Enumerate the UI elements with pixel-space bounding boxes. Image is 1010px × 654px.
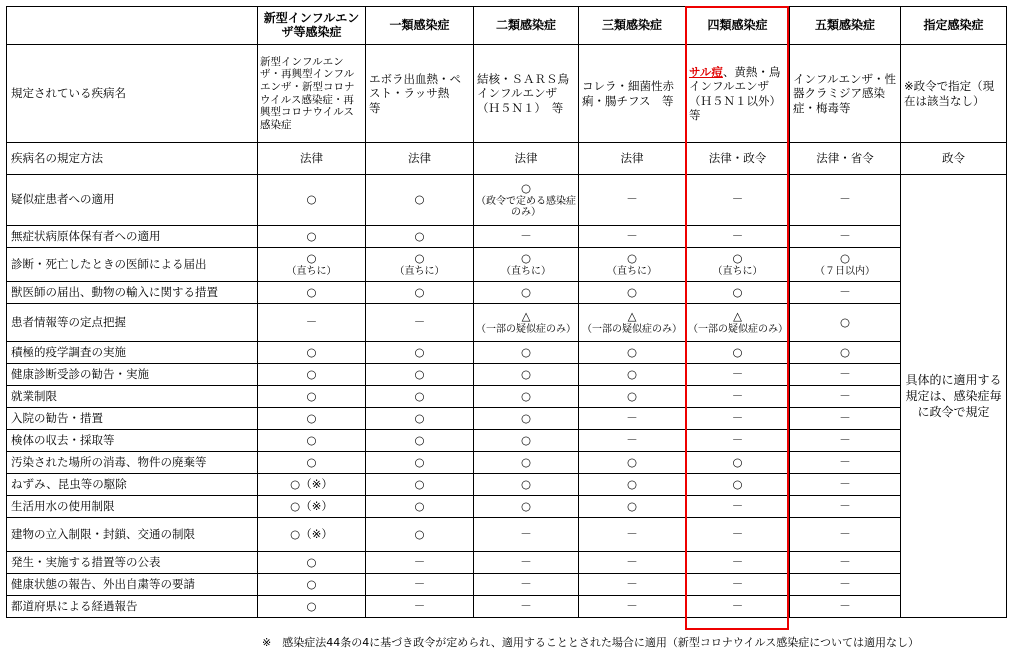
cell-col3 xyxy=(474,552,579,574)
cell-mark: － xyxy=(626,432,638,447)
header-designated: 指定感染症 xyxy=(901,7,1007,45)
table-row xyxy=(7,452,1007,474)
cell-method-col3: 法律 xyxy=(474,143,579,175)
cell-mark: ○ xyxy=(732,344,743,359)
row-label: 健康状態の報告、外出自粛等の要請 xyxy=(7,574,258,596)
cell-col5 xyxy=(686,430,790,452)
cell-mark: － xyxy=(839,576,851,591)
cell-mark: ○ xyxy=(306,598,317,613)
cell-col5 xyxy=(686,496,790,518)
cell-mark: － xyxy=(626,576,638,591)
cell-mark: ○ xyxy=(839,314,851,329)
row-label: 診断・死亡したときの医師による届出 xyxy=(7,248,258,282)
cell-mark: ○ xyxy=(520,454,532,469)
cell-col2 xyxy=(366,596,474,618)
cell-col4 xyxy=(579,452,686,474)
row-label: 入院の勧告・措置 xyxy=(7,408,258,430)
cell-col2 xyxy=(366,496,474,518)
row-label: 無症状病原体保有者への適用 xyxy=(7,226,258,248)
cell-mark: ○ xyxy=(414,284,425,299)
row-label: 積極的疫学調査の実施 xyxy=(7,342,258,364)
cell-mark: ○ xyxy=(520,366,532,381)
cell-mark: ○ xyxy=(732,476,743,491)
cell-mark: － xyxy=(731,388,744,403)
cell-mark: ○（※） xyxy=(290,476,333,491)
cell-mark: － xyxy=(839,388,851,403)
cell-col5 xyxy=(686,574,790,596)
cell-col3 xyxy=(474,226,579,248)
table-row xyxy=(7,304,1007,342)
cell-col6 xyxy=(790,430,901,452)
cell-col1 xyxy=(258,386,366,408)
cell-col2 xyxy=(366,364,474,386)
cell-mark: － xyxy=(731,598,744,613)
cell-col1 xyxy=(258,596,366,618)
cell-col5 xyxy=(686,474,790,496)
cell-method-col2: 法律 xyxy=(366,143,474,175)
cell-col3 xyxy=(474,386,579,408)
cell-mark: － xyxy=(413,576,426,591)
header-row xyxy=(7,7,1007,45)
cell-col5 xyxy=(686,226,790,248)
cell-mark: － xyxy=(413,314,426,329)
cell-col2 xyxy=(366,574,474,596)
cell-col5 xyxy=(686,248,790,282)
row-label: 健康診断受診の勧告・実施 xyxy=(7,364,258,386)
cell-mark: ○ xyxy=(306,192,317,207)
cell-col4 xyxy=(579,364,686,386)
cell-method-col7: 政令 xyxy=(901,143,1007,175)
cell-col4 xyxy=(579,518,686,552)
cell-col6 xyxy=(790,364,901,386)
cell-diseases-col5 xyxy=(686,45,790,143)
cell-col6 xyxy=(790,408,901,430)
cell-col6 xyxy=(790,452,901,474)
table-row xyxy=(7,226,1007,248)
cell-mark: ○ xyxy=(414,526,425,541)
cell-mark: △ xyxy=(733,309,742,324)
cell-mark: － xyxy=(839,476,851,491)
cell-mark: ○ xyxy=(520,388,532,403)
row-label: 就業制限 xyxy=(7,386,258,408)
cell-col2 xyxy=(366,226,474,248)
row-label: 疑似症患者への適用 xyxy=(7,175,258,226)
cell-mark: － xyxy=(731,228,744,243)
cell-col1 xyxy=(258,304,366,342)
header-corner xyxy=(7,7,258,45)
cell-mark: ○ xyxy=(414,366,425,381)
cell-mark: ○ xyxy=(414,192,425,207)
cell-col3 xyxy=(474,518,579,552)
footnote: ※ 感染症法44条の4に基づき政令が定められ、適用することとされた場合に適用（新型コロナウイルス感染症については適用なし） xyxy=(262,636,919,649)
cell-col6 xyxy=(790,248,901,282)
cell-mark: － xyxy=(520,526,532,541)
cell-mark: ○ xyxy=(306,284,317,299)
cell-mark: ○ xyxy=(414,410,425,425)
cell-col5 xyxy=(686,364,790,386)
cell-mark: ○ xyxy=(306,554,317,569)
cell-col6 xyxy=(790,474,901,496)
cell-mark: ○ xyxy=(414,498,425,513)
cell-mark: － xyxy=(731,576,744,591)
cell-col6 xyxy=(790,518,901,552)
cell-mark: － xyxy=(520,554,532,569)
cell-note: （直ちに） xyxy=(607,265,657,277)
cell-col5 xyxy=(686,304,790,342)
cell-col6 xyxy=(790,304,901,342)
cell-mark: ○ xyxy=(306,228,317,243)
cell-col2 xyxy=(366,430,474,452)
cell-mark: ○ xyxy=(732,251,743,266)
cell-mark: ○ xyxy=(626,498,638,513)
cell-mark: ○ xyxy=(414,432,425,447)
cell-col3 xyxy=(474,364,579,386)
header-class5: 五類感染症 xyxy=(790,7,901,45)
table-row xyxy=(7,342,1007,364)
cell-mark: ○ xyxy=(626,284,638,299)
cell-mark: － xyxy=(731,526,744,541)
cell-mark: － xyxy=(839,598,851,613)
cell-col2 xyxy=(366,248,474,282)
cell-mark: － xyxy=(731,432,744,447)
cell-note: （直ちに） xyxy=(394,265,445,277)
cell-col1 xyxy=(258,248,366,282)
cell-mark: － xyxy=(839,192,851,207)
cell-mark: － xyxy=(520,228,532,243)
table-row xyxy=(7,596,1007,618)
cell-col2 xyxy=(366,282,474,304)
cell-mark: ○（※） xyxy=(290,498,333,513)
cell-col1 xyxy=(258,408,366,430)
cell-diseases-col6: インフルエンザ・性器クラミジア感染症・梅毒等 xyxy=(790,45,901,143)
cell-col1 xyxy=(258,226,366,248)
cell-mark: ○ xyxy=(732,284,743,299)
cell-mark: － xyxy=(520,598,532,613)
cell-mark: － xyxy=(839,454,851,469)
cell-mark: ○（※） xyxy=(290,526,333,541)
cell-mark: ○ xyxy=(306,454,317,469)
cell-col4 xyxy=(579,430,686,452)
cell-mark: － xyxy=(305,314,318,329)
cell-col6 xyxy=(790,226,901,248)
cell-mark: ○ xyxy=(520,181,532,196)
cell-mark: ○ xyxy=(306,410,317,425)
cell-col4 xyxy=(579,496,686,518)
cell-mark: ○ xyxy=(626,454,638,469)
cell-col1 xyxy=(258,518,366,552)
cell-col3 xyxy=(474,282,579,304)
cell-mark: ○ xyxy=(520,410,532,425)
method-row xyxy=(7,143,1007,175)
cell-mark: ○ xyxy=(626,366,638,381)
cell-col6 xyxy=(790,574,901,596)
cell-note: （直ちに） xyxy=(501,265,551,277)
row-label: 規定されている疾病名 xyxy=(7,45,258,143)
cell-col4 xyxy=(579,304,686,342)
cell-col3 xyxy=(474,248,579,282)
row-label: 獣医師の届出、動物の輸入に関する措置 xyxy=(7,282,258,304)
cell-diseases-col3: 結核・ＳＡＲＳ鳥インフルエンザ（Ｈ５Ｎ１） 等 xyxy=(474,45,579,143)
cell-mark: － xyxy=(413,554,426,569)
row-label: ねずみ、昆虫等の駆除 xyxy=(7,474,258,496)
cell-col6 xyxy=(790,386,901,408)
cell-col1 xyxy=(258,496,366,518)
cell-mark: △ xyxy=(521,309,531,324)
cell-col5 xyxy=(686,282,790,304)
cell-mark: ○ xyxy=(414,344,425,359)
cell-mark: － xyxy=(626,410,638,425)
cell-mark: － xyxy=(626,192,638,207)
cell-mark: － xyxy=(626,554,638,569)
row-label: 生活用水の使用制限 xyxy=(7,496,258,518)
row-label: 都道府県による経過報告 xyxy=(7,596,258,618)
cell-note: （７日以内） xyxy=(815,265,875,277)
cell-diseases-col2: エボラ出血熱・ペスト・ラッサ熱 等 xyxy=(366,45,474,143)
cell-diseases-col5-rest: 、黄熱・鳥インフルエンザ（Ｈ５Ｎ１以外） 等 xyxy=(689,64,787,122)
cell-col4 xyxy=(579,175,686,226)
cell-mark: ○ xyxy=(520,476,532,491)
cell-col3 xyxy=(474,474,579,496)
cell-col2 xyxy=(366,386,474,408)
cell-mark: ○ xyxy=(520,344,532,359)
cell-mark: ○ xyxy=(306,432,317,447)
cell-mark: ○ xyxy=(306,576,317,591)
cell-method-col4: 法律 xyxy=(579,143,686,175)
cell-col5 xyxy=(686,342,790,364)
cell-mark: ○ xyxy=(839,251,851,266)
cell-mark: － xyxy=(731,192,744,207)
cell-col2 xyxy=(366,552,474,574)
cell-col2 xyxy=(366,518,474,552)
cell-mark: ○ xyxy=(732,454,743,469)
header-class3: 三類感染症 xyxy=(579,7,686,45)
table-row xyxy=(7,474,1007,496)
table-row xyxy=(7,248,1007,282)
cell-col3 xyxy=(474,342,579,364)
cell-col6 xyxy=(790,596,901,618)
monkeypox-highlight: サル痘 xyxy=(689,64,723,79)
cell-mark: － xyxy=(626,526,638,541)
table-row xyxy=(7,552,1007,574)
infectious-disease-table xyxy=(6,6,1007,618)
cell-col4 xyxy=(579,282,686,304)
cell-note: （政令で定める感染症のみ） xyxy=(476,195,576,218)
cell-col5 xyxy=(686,408,790,430)
cell-col2 xyxy=(366,342,474,364)
cell-method-col5: 法律・政令 xyxy=(686,143,790,175)
cell-col2 xyxy=(366,304,474,342)
cell-col1 xyxy=(258,364,366,386)
cell-col6 xyxy=(790,175,901,226)
cell-mark: ○ xyxy=(414,228,425,243)
cell-col5 xyxy=(686,175,790,226)
cell-mark: － xyxy=(839,526,851,541)
cell-mark: ○ xyxy=(306,366,317,381)
cell-mark: － xyxy=(839,284,851,299)
diseases-row xyxy=(7,45,1007,143)
cell-col6 xyxy=(790,496,901,518)
cell-mark: － xyxy=(839,228,851,243)
cell-mark: － xyxy=(731,366,744,381)
header-class1: 一類感染症 xyxy=(366,7,474,45)
cell-diseases-col4: コレラ・細菌性赤痢・腸チフス 等 xyxy=(579,45,686,143)
cell-mark: ○ xyxy=(414,476,425,491)
row-label: 検体の収去・採取等 xyxy=(7,430,258,452)
cell-mark: ○ xyxy=(839,344,851,359)
cell-mark: △ xyxy=(627,309,637,324)
cell-note: （一部の疑似症のみ） xyxy=(582,323,682,335)
cell-note: （直ちに） xyxy=(286,265,337,277)
cell-col5 xyxy=(686,386,790,408)
cell-col2 xyxy=(366,474,474,496)
cell-mark: ○ xyxy=(626,388,638,403)
cell-col2 xyxy=(366,408,474,430)
table-row xyxy=(7,496,1007,518)
cell-col3 xyxy=(474,408,579,430)
cell-mark: － xyxy=(839,410,851,425)
cell-mark: ○ xyxy=(414,388,425,403)
table-row xyxy=(7,282,1007,304)
cell-diseases-col1: 新型インフルエンザ・再興型インフルエンザ・新型コロナウイルス感染症・再興型コロナウイルス感染症 xyxy=(258,45,366,143)
cell-method-col1: 法律 xyxy=(258,143,366,175)
cell-mark: － xyxy=(731,554,744,569)
cell-col4 xyxy=(579,408,686,430)
cell-mark: ○ xyxy=(520,432,532,447)
header-class4: 四類感染症 xyxy=(686,7,790,45)
cell-col3 xyxy=(474,304,579,342)
cell-mark: ○ xyxy=(306,344,317,359)
cell-col4 xyxy=(579,574,686,596)
cell-col2 xyxy=(366,452,474,474)
cell-col6 xyxy=(790,342,901,364)
row-label: 患者情報等の定点把握 xyxy=(7,304,258,342)
cell-mark: ○ xyxy=(626,476,638,491)
table-row xyxy=(7,430,1007,452)
table-row xyxy=(7,386,1007,408)
cell-col3 xyxy=(474,452,579,474)
cell-col1 xyxy=(258,474,366,496)
cell-mark: － xyxy=(413,598,426,613)
cell-col3 xyxy=(474,596,579,618)
table-row xyxy=(7,364,1007,386)
cell-col5 xyxy=(686,518,790,552)
cell-mark: － xyxy=(839,498,851,513)
cell-mark: ○ xyxy=(520,498,532,513)
cell-col4 xyxy=(579,596,686,618)
cell-mark: － xyxy=(626,598,638,613)
table-row xyxy=(7,408,1007,430)
cell-col3 xyxy=(474,574,579,596)
cell-col1 xyxy=(258,430,366,452)
cell-col3 xyxy=(474,496,579,518)
cell-col4 xyxy=(579,248,686,282)
cell-col5 xyxy=(686,452,790,474)
header-class2: 二類感染症 xyxy=(474,7,579,45)
cell-col4 xyxy=(579,552,686,574)
cell-mark: ○ xyxy=(520,251,532,266)
cell-mark: － xyxy=(731,410,744,425)
cell-col1 xyxy=(258,175,366,226)
cell-note: （直ちに） xyxy=(712,265,763,277)
cell-col2 xyxy=(366,175,474,226)
row-label: 発生・実施する措置等の公表 xyxy=(7,552,258,574)
cell-mark: － xyxy=(839,366,851,381)
cell-col1 xyxy=(258,342,366,364)
cell-mark: ○ xyxy=(520,284,532,299)
cell-col4 xyxy=(579,226,686,248)
cell-col4 xyxy=(579,342,686,364)
cell-diseases-col7: ※政令で指定（現在は該当なし） xyxy=(901,45,1007,143)
cell-mark: ○ xyxy=(414,251,425,266)
cell-col6 xyxy=(790,552,901,574)
cell-col6 xyxy=(790,282,901,304)
cell-col3 xyxy=(474,430,579,452)
cell-method-col6: 法律・省令 xyxy=(790,143,901,175)
cell-mark: ○ xyxy=(414,454,425,469)
cell-mark: ○ xyxy=(306,388,317,403)
cell-col1 xyxy=(258,452,366,474)
cell-mark: － xyxy=(731,498,744,513)
cell-col4 xyxy=(579,386,686,408)
table-row xyxy=(7,518,1007,552)
cell-mark: － xyxy=(626,228,638,243)
cell-mark: － xyxy=(839,554,851,569)
row-label: 汚染された場所の消毒、物件の廃棄等 xyxy=(7,452,258,474)
table-row xyxy=(7,175,1007,226)
cell-col1 xyxy=(258,282,366,304)
cell-col1 xyxy=(258,574,366,596)
cell-col4 xyxy=(579,474,686,496)
header-novel-influenza: 新型インフルエンザ等感染症 xyxy=(258,7,366,45)
designated-merged-cell: 具体的に適用する規定は、感染症毎に政令で規定 xyxy=(901,175,1007,618)
cell-col5 xyxy=(686,596,790,618)
cell-mark: ○ xyxy=(626,251,638,266)
table-row xyxy=(7,574,1007,596)
row-label: 疾病名の規定方法 xyxy=(7,143,258,175)
cell-note: （一部の疑似症のみ） xyxy=(476,323,576,335)
cell-note: （一部の疑似症のみ） xyxy=(688,323,788,335)
cell-col1 xyxy=(258,552,366,574)
cell-mark: － xyxy=(520,576,532,591)
cell-col3 xyxy=(474,175,579,226)
cell-mark: ○ xyxy=(626,344,638,359)
cell-col5 xyxy=(686,552,790,574)
cell-mark: ○ xyxy=(306,251,317,266)
cell-mark: － xyxy=(839,432,851,447)
row-label: 建物の立入制限・封鎖、交通の制限 xyxy=(7,518,258,552)
